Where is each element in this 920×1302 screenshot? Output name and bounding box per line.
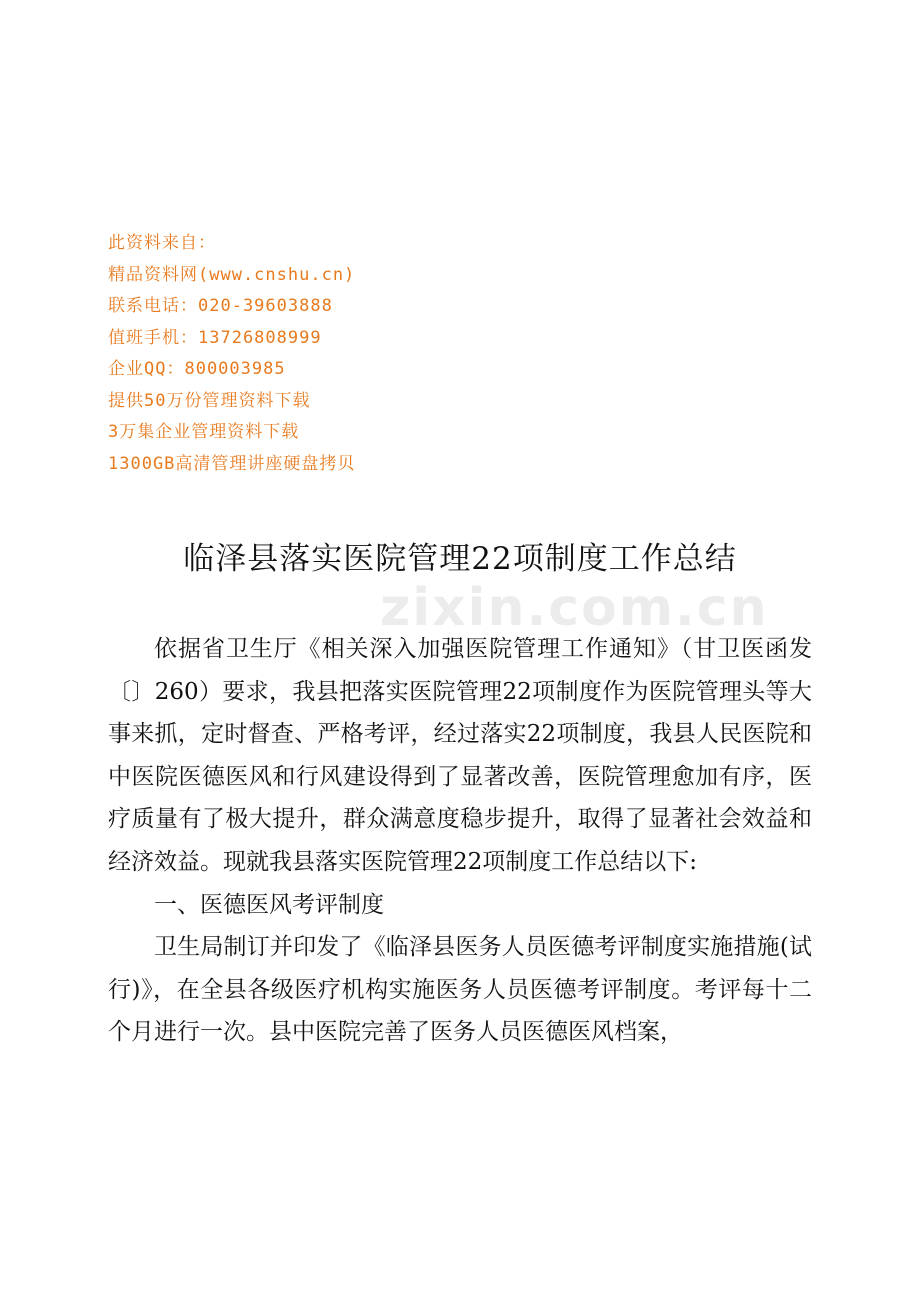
source-line-intro: 此资料来自： [108,233,216,253]
source-line-offer-2: 3万集企业管理资料下载 [108,422,300,442]
source-line-website: 精品资料网(www.cnshu.cn) [108,264,356,285]
source-line-offer-3: 1300GB高清管理讲座硬盘拷贝 [108,453,356,474]
watermark: zixin.com.cn [380,578,769,638]
paragraph-intro: 依据省卫生厅《相关深入加强医院管理工作通知》（甘卫医函发〔〕260）要求，我县把落实医院管理22项制度作为医院管理头等大事来抓，定时督查、严格考评，经过落实22项制度，我县人民医院和中医院医德医风和行风建设得到了显著改善，医院管理愈加有序，医疗质量有了极大提升，群众满意度稳步提升，取得了显著社会效益和经济效益。现就我县落实医院管理22项制度工作总结以下: [108,636,812,875]
paragraph-section-1: 卫生局制订并印发了《临泽县医务人员医德考评制度实施措施(试行)》，在全县各级医疗机构实施医务人员医德考评制度。考评每十二个月进行一次。县中医院完善了医务人员医德医风档案， [108,934,812,1046]
document-body [108,628,812,1054]
section-heading-1: 一、医德医风考评制度 [154,891,384,918]
document-title: 临泽县落实医院管理22项制度工作总结 [183,541,737,577]
source-line-phone: 联系电话：020-39603888 [108,296,333,316]
source-line-offer-1: 提供50万份管理资料下载 [108,390,311,411]
source-line-mobile: 值班手机：13726808999 [108,327,322,348]
source-info-block [108,228,608,480]
source-line-qq: 企业QQ：800003985 [108,359,286,379]
